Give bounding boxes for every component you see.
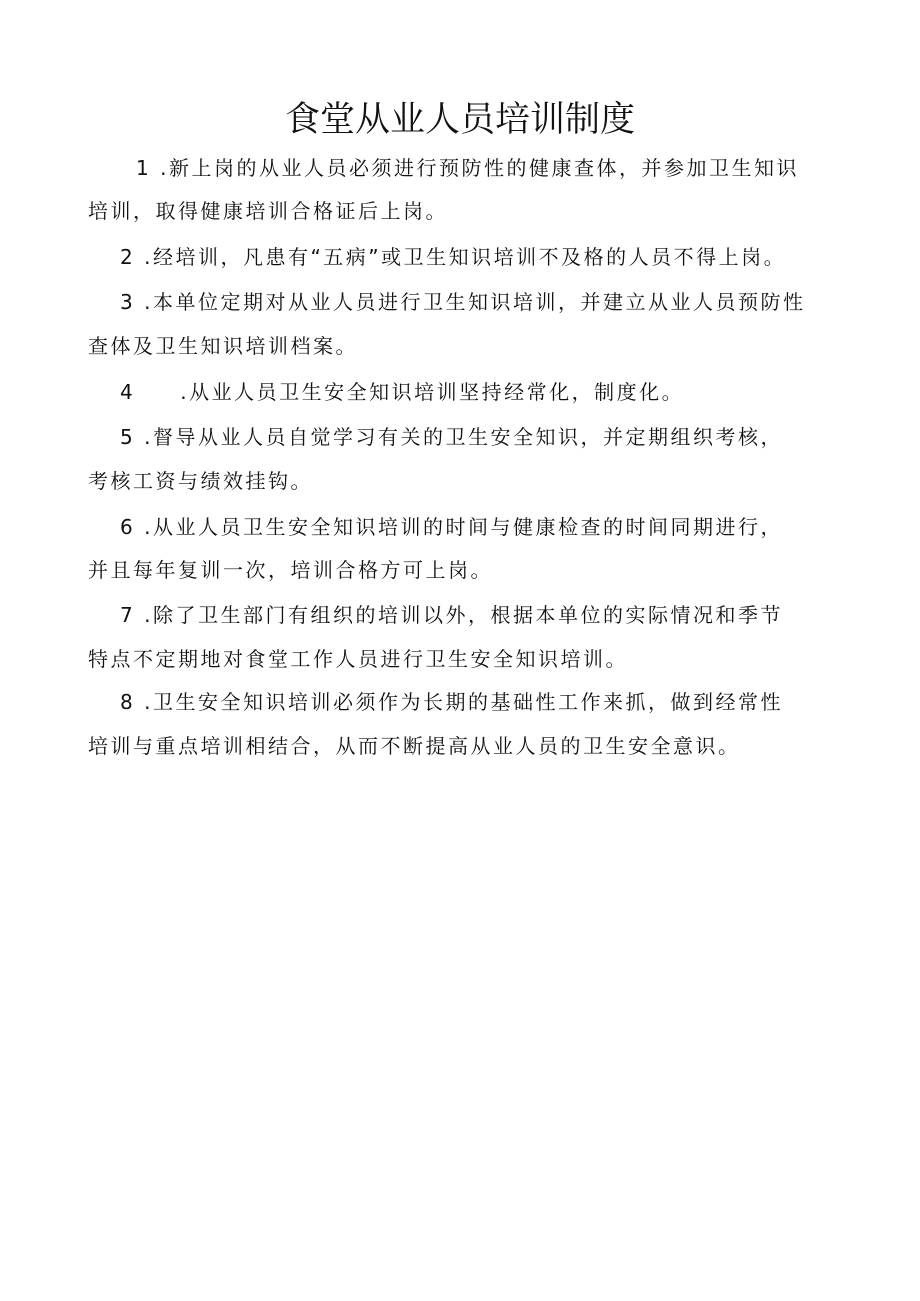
document-title: 食堂从业人员培训制度 bbox=[284, 100, 635, 140]
rule-7-line-2: 特点不定期地对食堂工作人员进行卫生安全知识培训。 bbox=[88, 647, 628, 671]
rule-5-line-1: 5 .督导从业人员自觉学习有关的卫生安全知识，并定期组织考核， bbox=[120, 425, 783, 449]
rule-3-line-1: 3 .本单位定期对从业人员进行卫生知识培训，并建立从业人员预防性 bbox=[120, 290, 806, 314]
rule-8-line-2: 培训与重点培训相结合，从而不断提高从业人员的卫生安全意识。 bbox=[88, 734, 741, 758]
rule-4-line-1: 4 .从业人员卫生安全知识培训坚持经常化，制度化。 bbox=[120, 380, 685, 404]
rule-6-line-1: 6 .从业人员卫生安全知识培训的时间与健康检查的时间同期进行， bbox=[120, 515, 783, 539]
rule-8-line-1: 8 .卫生安全知识培训必须作为长期的基础性工作来抓，做到经常性 bbox=[120, 690, 783, 714]
rule-6-line-2: 并且每年复训一次，培训合格方可上岗。 bbox=[88, 558, 493, 582]
rule-1-line-2: 培训，取得健康培训合格证后上岗。 bbox=[88, 199, 448, 223]
rule-7-line-1: 7 .除了卫生部门有组织的培训以外，根据本单位的实际情况和季节 bbox=[120, 603, 783, 627]
rule-2-line-1: 2 .经培训，凡患有“五病”或卫生知识培训不及格的人员不得上岗。 bbox=[120, 245, 787, 269]
rule-5-line-2: 考核工资与绩效挂钩。 bbox=[88, 469, 313, 493]
rule-1-line-1: 1 .新上岗的从业人员必须进行预防性的健康查体，并参加卫生知识 bbox=[136, 156, 799, 180]
rule-3-line-2: 查体及卫生知识培训档案。 bbox=[88, 334, 358, 358]
